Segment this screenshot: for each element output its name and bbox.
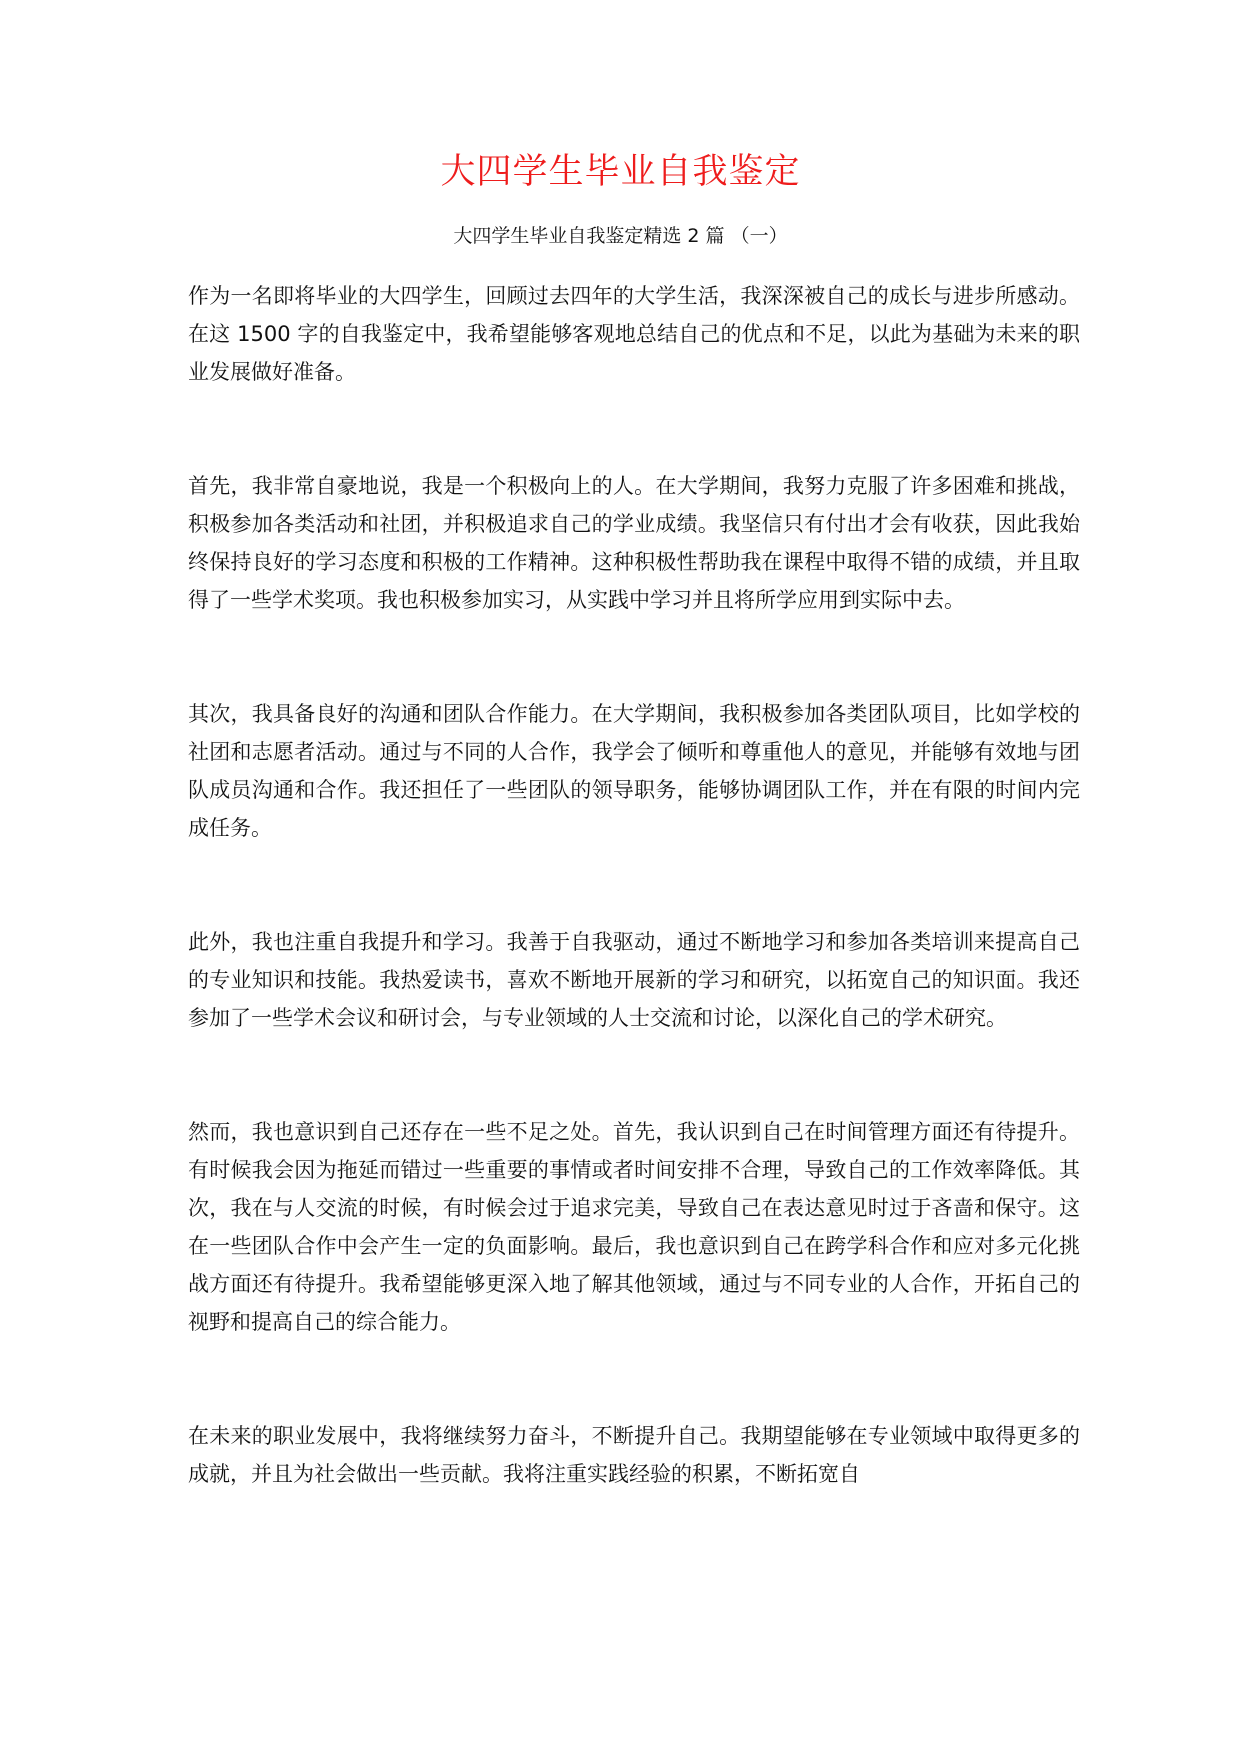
paragraph-positive-attitude: 首先，我非常自豪地说，我是一个积极向上的人。在大学期间，我努力克服了许多困难和挑战，积极参加各类活动和社团，并积极追求自己的学业成绩。我坚信只有付出才会有收获，因此我始终保持良好的学习态度和积极的工作精神。这种积极性帮助我在课程中取得不错的成绩，并且取得了一些学术奖项。我也积极参加实习，从实践中学习并且将所学应用到实际中去。 (188, 474, 1080, 612)
document-body (188, 277, 1080, 1493)
paragraph-teamwork: 其次，我具备良好的沟通和团队合作能力。在大学期间，我积极参加各类团队项目，比如学校的社团和志愿者活动。通过与不同的人合作，我学会了倾听和尊重他人的意见，并能够有效地与团队成员沟通和合作。我还担任了一些团队的领导职务，能够协调团队工作，并在有限的时间内完成任务。 (188, 702, 1080, 840)
paragraph-intro: 作为一名即将毕业的大四学生，回顾过去四年的大学生活，我深深被自己的成长与进步所感动。在这 1500 字的自我鉴定中，我希望能够客观地总结自己的优点和不足，以此为基础为未来的职业发展做好准备。 (188, 284, 1080, 384)
document-subtitle: 大四学生毕业自我鉴定精选 2 篇 （一） (453, 225, 788, 247)
paragraph-shortcomings: 然而，我也意识到自己还存在一些不足之处。首先，我认识到自己在时间管理方面还有待提升。有时候我会因为拖延而错过一些重要的事情或者时间安排不合理，导致自己的工作效率降低。其次，我在与人交流的时候，有时候会过于追求完美，导致自己在表达意见时过于吝啬和保守。这在一些团队合作中会产生一定的负面影响。最后，我也意识到自己在跨学科合作和应对多元化挑战方面还有待提升。我希望能够更深入地了解其他领域，通过与不同专业的人合作，开拓自己的视野和提高自己的综合能力。 (188, 1120, 1080, 1334)
paragraph-future-plan: 在未来的职业发展中，我将继续努力奋斗，不断提升自己。我期望能够在专业领域中取得更多的成就，并且为社会做出一些贡献。我将注重实践经验的积累，不断拓宽自 (188, 1424, 1080, 1486)
document-title: 大四学生毕业自我鉴定 (440, 152, 801, 192)
paragraph-self-improvement: 此外，我也注重自我提升和学习。我善于自我驱动，通过不断地学习和参加各类培训来提高自己的专业知识和技能。我热爱读书，喜欢不断地开展新的学习和研究，以拓宽自己的知识面。我还参加了一些学术会议和研讨会，与专业领域的人士交流和讨论，以深化自己的学术研究。 (188, 930, 1080, 1030)
